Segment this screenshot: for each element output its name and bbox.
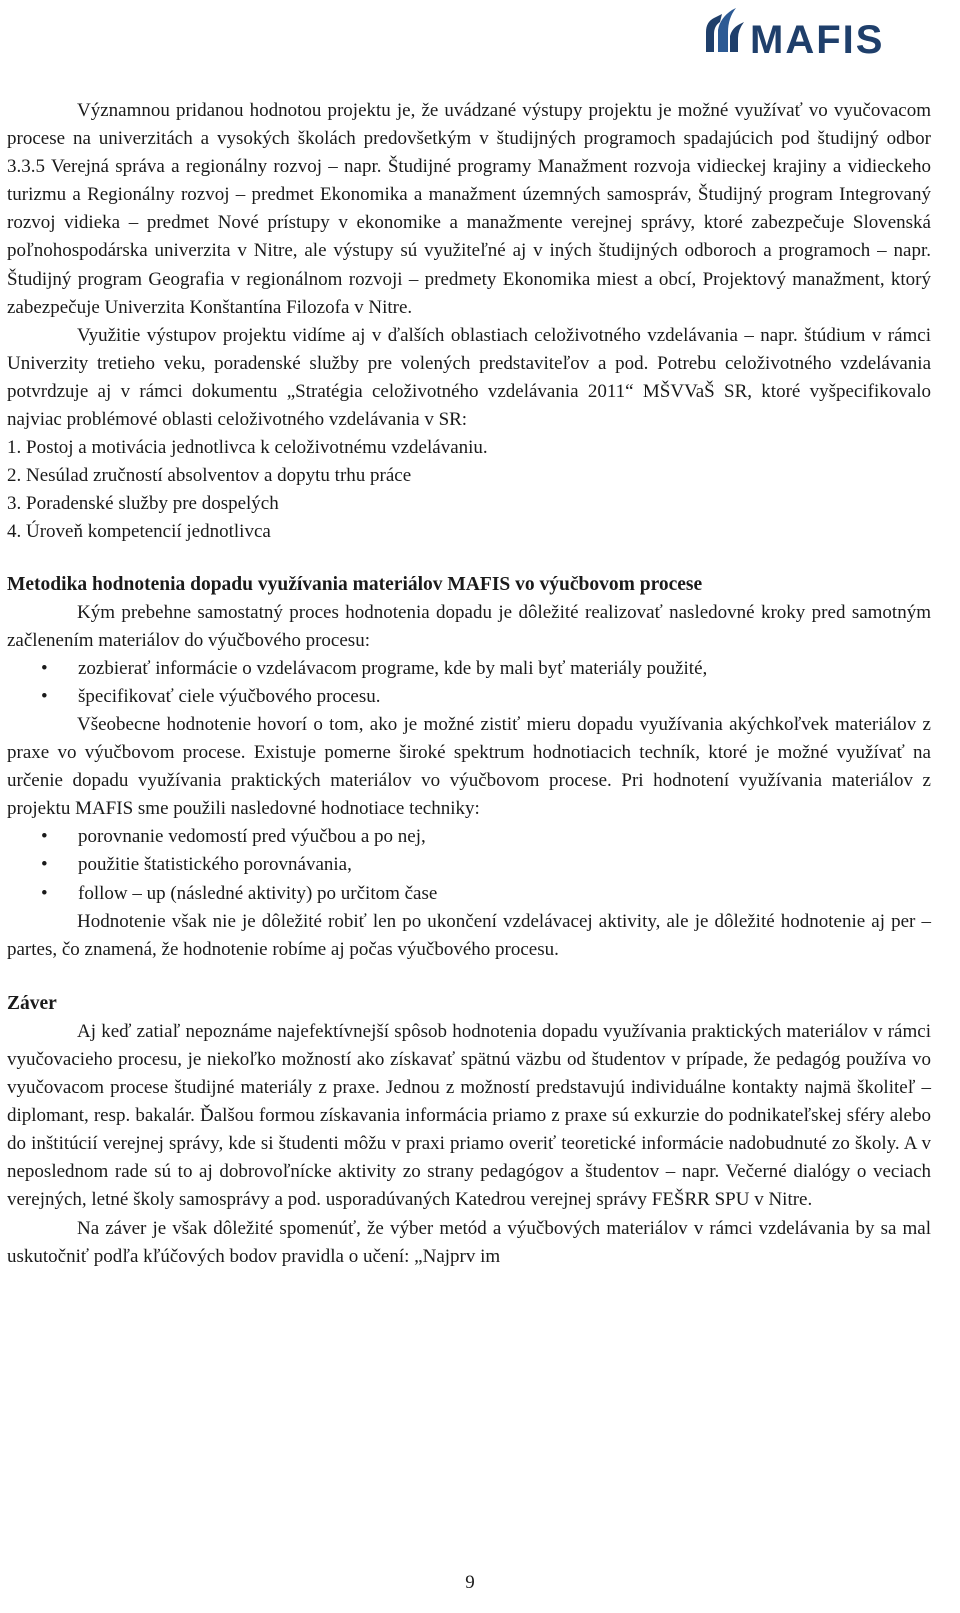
numbered-item: 2. Nesúlad zručností absolventov a dopytu trhu práce [7, 465, 412, 487]
numbered-item: 3. Poradenské služby pre dospelých [7, 493, 279, 515]
bullet-item: • follow – up (následné aktivity) po určitom čase [7, 880, 931, 908]
conclusion-paragraph-1: Aj keď zatiaľ nepoznáme najefektívnejší spôsob hodnotenia dopadu využívania praktických materiálov v rámci vyučovacieho procesu, je niekoľko možností ako získavať spätnú väzbu od študentov v prípade, že pedagóg používa vo vyučovacom procese študijné materiály z praxe. Jednou z možností predstavujú individuálne kontakty najmä školiteľ – diplomant, resp. bakalár. Ďalšou formou získavania informácia priamo z praxe sú exkurzie do podnikateľskej sféry alebo do inštitúcií verejnej správy, kde si študenti môžu v praxi priamo overiť teoretické informácie nadobudnuté zo školy. A v neposlednom rade sú to aj dobrovoľnícke aktivity zo strany pedagógov a študentov – napr. Večerné dialógy o veciach verejných, letné školy samosprávy a pod. usporadúvaných Katedrou verejnej správy FEŠRR SPU v Nitre. [7, 1020, 931, 1211]
bullet-list-techniques [7, 823, 931, 907]
logo-text: MAFIS [750, 18, 885, 62]
methodology-paragraph-2: Všeobecne hodnotenie hovorí o tom, ako je možné zistiť mieru dopadu využívania akýchkoľvek materiálov z praxe vo výučbovom procese. Existuje pomerne široké spektrum hodnotiacich techník, ktoré je možné využívať na určenie dopadu využívania praktických materiálov vo výučbovom procese. Pri hodnotení využívania materiálov z projektu MAFIS sme použili nasledovné hodnotiace techniky: [7, 713, 931, 820]
page-number: 9 [465, 1572, 475, 1593]
conclusion-paragraph-2: Na záver je však dôležité spomenúť, že výber metód a výučbových materiálov v rámci vzdelávania by sa mal uskutočniť podľa kľúčových bodov pravidla o učení: „Najprv im [7, 1217, 931, 1267]
numbered-list [7, 434, 931, 546]
bullet-item: • špecifikovať ciele výučbového procesu. [7, 683, 931, 711]
mafis-logo [700, 6, 938, 62]
numbered-item: 1. Postoj a motivácia jednotlivca k celoživotnému vzdelávaniu. [7, 437, 488, 459]
bullet-item: • zozbierať informácie o vzdelávacom programe, kde by mali byť materiály použité, [7, 655, 931, 683]
numbered-item: 4. Úroveň kompetencií jednotlivca [7, 521, 271, 543]
intro-paragraph-1: Významnou pridanou hodnotou projektu je, že uvádzané výstupy projektu je možné využívať vo vyučovacom procese na univerzitách a vysokých školách predovšetkým v študijných programoch spadajúcich pod študijný odbor 3.3.5 Verejná správa a regionálny rozvoj – napr. Študijné programy Manažment rozvoja vidieckej krajiny a vidieckeho turizmu a Regionálny rozvoj – predmet Ekonomika a manažment územných samospráv, Študijný program Integrovaný rozvoj vidieka – predmet Nové prístupy v ekonomike a manažmente verejnej správy, ktoré zabezpečuje Slovenská poľnohospodárska univerzita v Nitre, ale výstupy sú využiteľné aj v iných študijných odboroch a programoch – napr. Študijný program Geografia v regionálnom rozvoji – predmety Ekonomika miest a obcí, Projektový manažment, ktorý zabezpečuje Univerzita Konštantína Filozofa v Nitre. [7, 100, 931, 318]
bullet-list-steps [7, 655, 931, 711]
section-heading-methodology: Metodika hodnotenia dopadu využívania materiálov MAFIS vo výučbovom procese [7, 573, 703, 595]
bullet-item: • porovnanie vedomostí pred výučbou a po nej, [7, 823, 931, 851]
methodology-paragraph-3: Hodnotenie však nie je dôležité robiť len po ukončení vzdelávacej aktivity, ale je dôležité hodnotenie aj per – partes, čo znamená, že hodnotenie robíme aj počas výučbového procesu. [7, 910, 931, 960]
intro-paragraph-2: Využitie výstupov projektu vidíme aj v ďalších oblastiach celoživotného vzdelávania – napr. štúdium v rámci Univerzity tretieho veku, poradenské služby pre volených predstaviteľov a pod. Potrebu celoživotného vzdelávania potvrdzuje aj v rámci dokumentu „Stratégia celoživotného vzdelávania 2011“ MŠVVaŠ SR, ktoré vyšpecifikovalo najviac problémové oblasti celoživotného vzdelávania v SR: [7, 324, 931, 431]
mafis-logo-graphic [700, 6, 938, 62]
bullet-item: • použitie štatistického porovnávania, [7, 851, 931, 879]
section-heading-conclusion: Záver [7, 992, 57, 1014]
document-body [7, 97, 931, 1271]
methodology-paragraph-1: Kým prebehne samostatný proces hodnotenia dopadu je dôležité realizovať nasledovné kroky pred samotným začlenením materiálov do výučbového procesu: [7, 601, 931, 651]
